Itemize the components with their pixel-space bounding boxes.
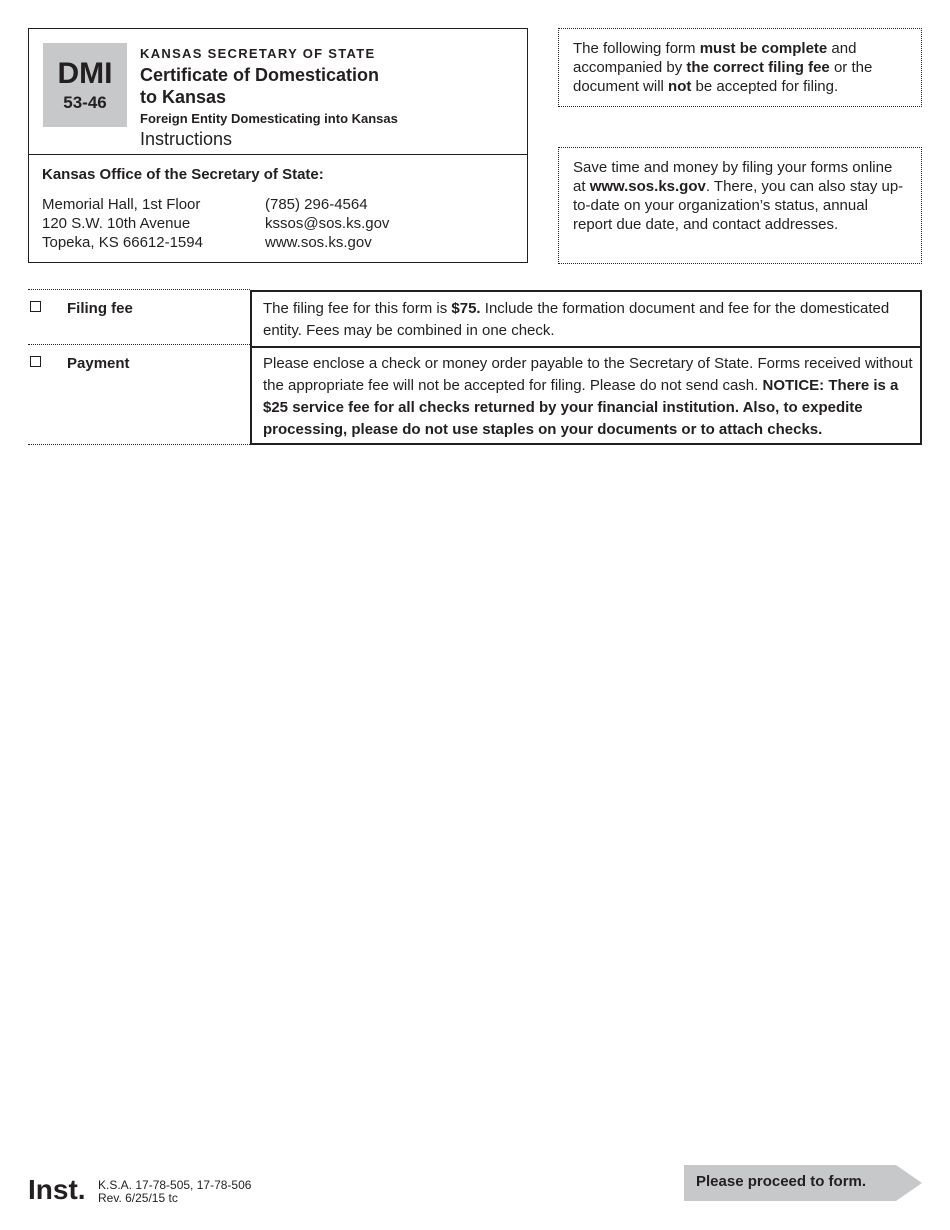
filing-fee-checkbox[interactable] (30, 301, 41, 312)
website-link[interactable]: www.sos.ks.gov (589, 178, 706, 195)
notice-emphasis: must be complete (699, 40, 828, 57)
form-number: 53-46 (63, 93, 107, 112)
agency-name: KANSAS SECRETARY OF STATE (140, 46, 376, 61)
document-type: Instructions (140, 129, 233, 149)
row-separator (28, 344, 250, 345)
online-filing-notice (558, 147, 922, 264)
notice-text: Save time and money by filing your forms online at (573, 159, 893, 195)
notice-text: be accepted for filing. (691, 78, 839, 95)
notice-text: or the document will (573, 59, 873, 95)
payment-label: Payment (67, 355, 130, 372)
office-heading: Kansas Office of the Secretary of State: (42, 166, 324, 183)
form-title-line-1: Certificate of Domestication (140, 65, 380, 85)
description-text: Include the formation document and fee for the domesticated entity. Fees may be combined in one check. (263, 300, 890, 339)
footer-reference (98, 1179, 251, 1205)
instructions-table (250, 290, 922, 445)
filing-fee-description (263, 298, 915, 342)
payment-checkbox[interactable] (30, 356, 41, 367)
description-text: The filing fee for this form is (263, 300, 452, 317)
office-address (42, 195, 203, 252)
footer-form-code: Inst. (28, 1174, 86, 1205)
form-title (140, 64, 440, 108)
address-line: 120 S.W. 10th Avenue (42, 215, 191, 232)
proceed-to-form-label[interactable]: Please proceed to form. (696, 1173, 867, 1190)
address-line: Memorial Hall, 1st Floor (42, 196, 201, 213)
filing-fee-label: Filing fee (67, 300, 133, 317)
row-separator (28, 444, 250, 445)
office-website[interactable]: www.sos.ks.gov (265, 234, 372, 251)
office-email[interactable]: kssos@sos.ks.gov (265, 215, 390, 232)
office-contact (265, 195, 389, 252)
completeness-notice (558, 28, 922, 107)
form-subtitle: Foreign Entity Domesticating into Kansas (140, 111, 398, 126)
notice-text: The following form (573, 40, 700, 57)
address-line: Topeka, KS 66612-1594 (42, 234, 203, 251)
notice-text: . There, you can also stay up-to-date on your organization’s status, annual report due date, and contact addresses. (573, 178, 904, 233)
row-separator (28, 289, 250, 290)
form-title-line-2: to Kansas (140, 87, 227, 107)
description-text: Please enclose a check or money order payable to the Secretary of State. Forms received without the appropriate fee will not be accepted for filing. Please do not send cash. (263, 355, 913, 394)
form-header (28, 28, 528, 263)
office-phone: (785) 296-4564 (265, 196, 368, 213)
header-divider (29, 154, 527, 155)
notice-text: and accompanied by (573, 40, 857, 76)
fee-amount: $75. (451, 300, 481, 317)
payment-description (263, 353, 915, 441)
payment-notice: NOTICE: There is a $25 service fee for all checks returned by your financial institution. Also, to expedite processing, please do not use staples on your documents or to attach checks. (263, 377, 899, 438)
notice-emphasis: the correct filing fee (686, 59, 830, 76)
revision-date: Rev. 6/25/15 tc (98, 1191, 178, 1205)
form-code: DMI (57, 57, 113, 90)
table-row-divider (252, 346, 920, 348)
form-code-badge (43, 43, 127, 127)
statute-reference: K.S.A. 17-78-505, 17-78-506 (98, 1178, 252, 1192)
notice-emphasis: not (668, 78, 692, 95)
